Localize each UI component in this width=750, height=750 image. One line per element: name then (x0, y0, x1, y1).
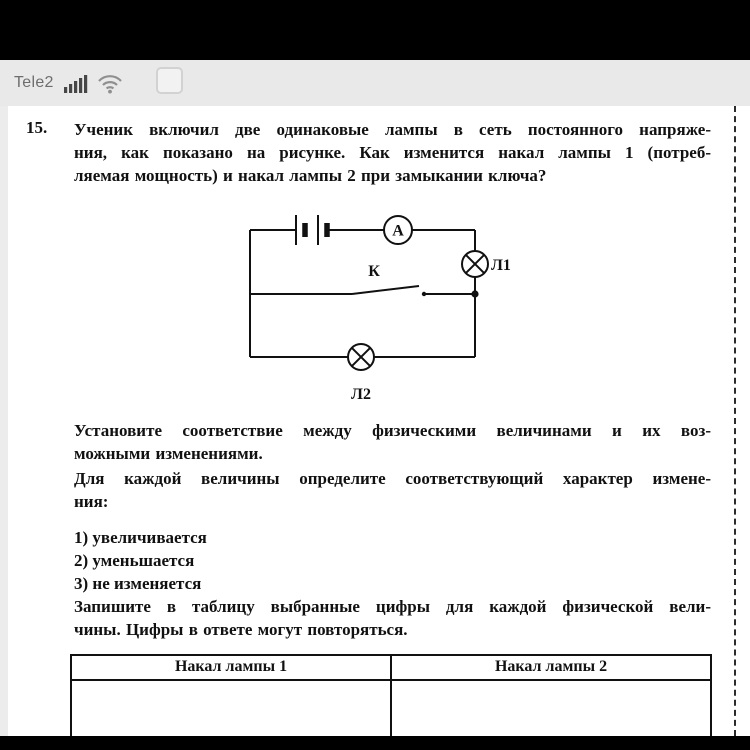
answer-table-header-row (72, 656, 710, 681)
write-line: Запишите в таблицу выбранные цифры для каждой физической вели- (74, 597, 711, 616)
status-bar (0, 60, 750, 106)
lamp2-symbol (348, 344, 374, 370)
statement-line: ляемая мощность) и накал лампы 2 при замыкании ключа? (74, 166, 547, 185)
answer-cell-lamp1 (72, 681, 390, 736)
option-item: 2) уменьшается (74, 551, 195, 570)
key-label: К (368, 263, 380, 280)
match-line: можными изменениями. (74, 444, 263, 463)
switch-contact-dot (422, 292, 426, 296)
write-instruction (74, 595, 711, 641)
change-instruction (74, 467, 711, 513)
wifi-icon (97, 72, 123, 94)
options-list (74, 526, 494, 595)
junction-dot (471, 290, 478, 297)
option-item: 1) увеличивается (74, 528, 207, 547)
ammeter-label: А (392, 222, 404, 240)
document-page (0, 106, 750, 736)
problem-number: 15. (26, 118, 48, 137)
answer-table-header-cell: Накал лампы 1 (174, 658, 288, 675)
key-switch-symbol (352, 286, 419, 294)
statement-line: ния, как показано на рисунке. Как изменится накал лампы 1 (потреб- (74, 143, 711, 162)
carrier-label: Tele2 (14, 74, 54, 91)
instruction-line: Для каждой величины определите соответствующий характер измене- (74, 469, 711, 488)
answer-table (70, 654, 712, 736)
page-scan-edge (0, 106, 8, 736)
problem-statement (74, 118, 711, 187)
statement-line: Ученик включил две одинаковые лампы в сеть постоянного напряже- (74, 120, 711, 139)
answer-table-answer-row (72, 681, 710, 736)
bottom-black-bar (0, 736, 750, 750)
battery-symbol (296, 215, 327, 245)
option-item: 3) не изменяется (74, 574, 202, 593)
page-edge-dashed-line (734, 106, 736, 736)
answer-cell-lamp2 (390, 681, 710, 736)
write-line: чины. Цифры в ответе могут повторяться. (74, 620, 408, 639)
lamp2-label: Л2 (351, 386, 371, 403)
lamp1-label: Л1 (491, 257, 511, 274)
circuit-diagram (228, 202, 548, 409)
status-bar-box-outline (156, 67, 183, 94)
match-instruction (74, 419, 711, 465)
answer-table-header-cell: Накал лампы 2 (390, 656, 710, 679)
lamp1-symbol (462, 251, 488, 277)
top-black-bar (0, 0, 750, 60)
signal-strength-icon (64, 72, 91, 94)
match-line: Установите соответствие между физическими величинами и их воз- (74, 421, 711, 440)
instruction-line: ния: (74, 492, 109, 511)
